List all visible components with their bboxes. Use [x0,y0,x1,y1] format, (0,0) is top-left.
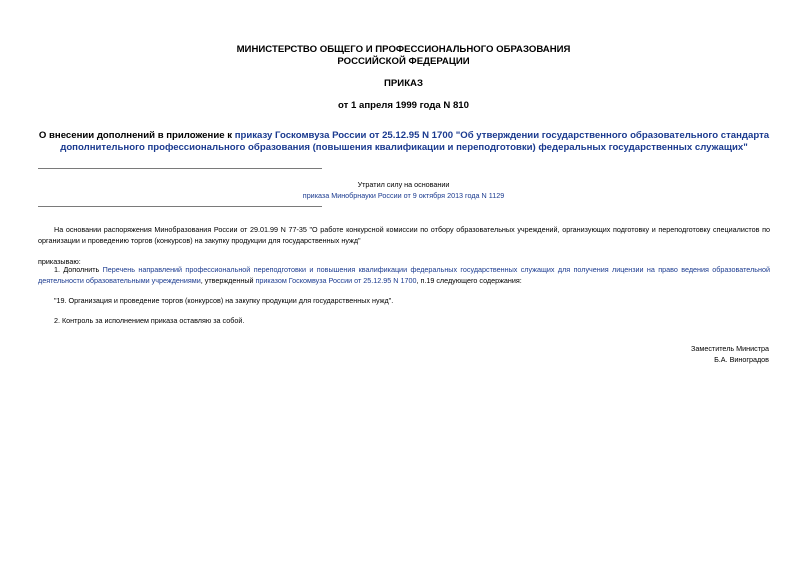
title-prefix: О внесении дополнений в приложение к [38,130,235,141]
item-1-suffix: , п.19 следующего содержания: [416,275,522,285]
order-1700-link[interactable]: приказом Госкомвуза России от 25.12.95 N 1700 [255,275,417,285]
signatory-position: Заместитель Министра [691,344,769,353]
orders-word: приказываю: [38,257,81,266]
document-type: ПРИКАЗ [384,78,423,89]
divider-bottom [38,206,322,207]
item-19-text: "19. Организация и проведение торгов (конкурсов) на закупку продукции для государственных нужд". [54,296,394,305]
signatory-name: Б.А. Виноградов [714,355,769,364]
document-date: от 1 апреля 1999 года N 810 [338,100,469,111]
ministry-name-line1: МИНИСТЕРСТВО ОБЩЕГО И ПРОФЕССИОНАЛЬНОГО ОБРАЗОВАНИЯ [236,44,571,55]
item-1-prefix: 1. Дополнить [54,265,103,274]
repeal-link-wrapper [0,191,807,201]
document-title [38,130,770,154]
list-directions-link[interactable]: Перечень направлений профессиональной переподготовки и повышения квалификации федеральных государственных служащих для получения лицензии на право ведения образовательной деятельности образовательными учреждениями [38,265,770,285]
ministry-name-line2: РОССИЙСКОЙ ФЕДЕРАЦИИ [337,56,470,67]
item-1-paragraph [38,265,770,286]
item-1-mid: , утвержденный [200,275,256,285]
divider-top [38,168,322,169]
repeal-note: Утратил силу на основании [357,180,450,189]
title-order-link[interactable]: приказу Госкомвуза России от 25.12.95 N 1700 "Об утверждении государственного образовательного стандарта дополнительного профессионального образования (повышения квалификации и переподготовки) федеральных государственных служащих" [60,130,770,153]
item-2-paragraph: 2. Контроль за исполнением приказа оставляю за собой. [54,316,245,325]
repeal-order-link[interactable]: приказа Минобрнауки России от 9 октября 2013 года N 1129 [302,191,505,200]
basis-paragraph: На основании распоряжения Минобразования России от 29.01.99 N 77-35 "О работе конкурсной комиссии по отбору образовательных учреждений, организующих подготовку и переподготовку специалистов по организации и проведению торгов (конкурсов) на закупку продукции для государственных нужд" [38,225,770,245]
